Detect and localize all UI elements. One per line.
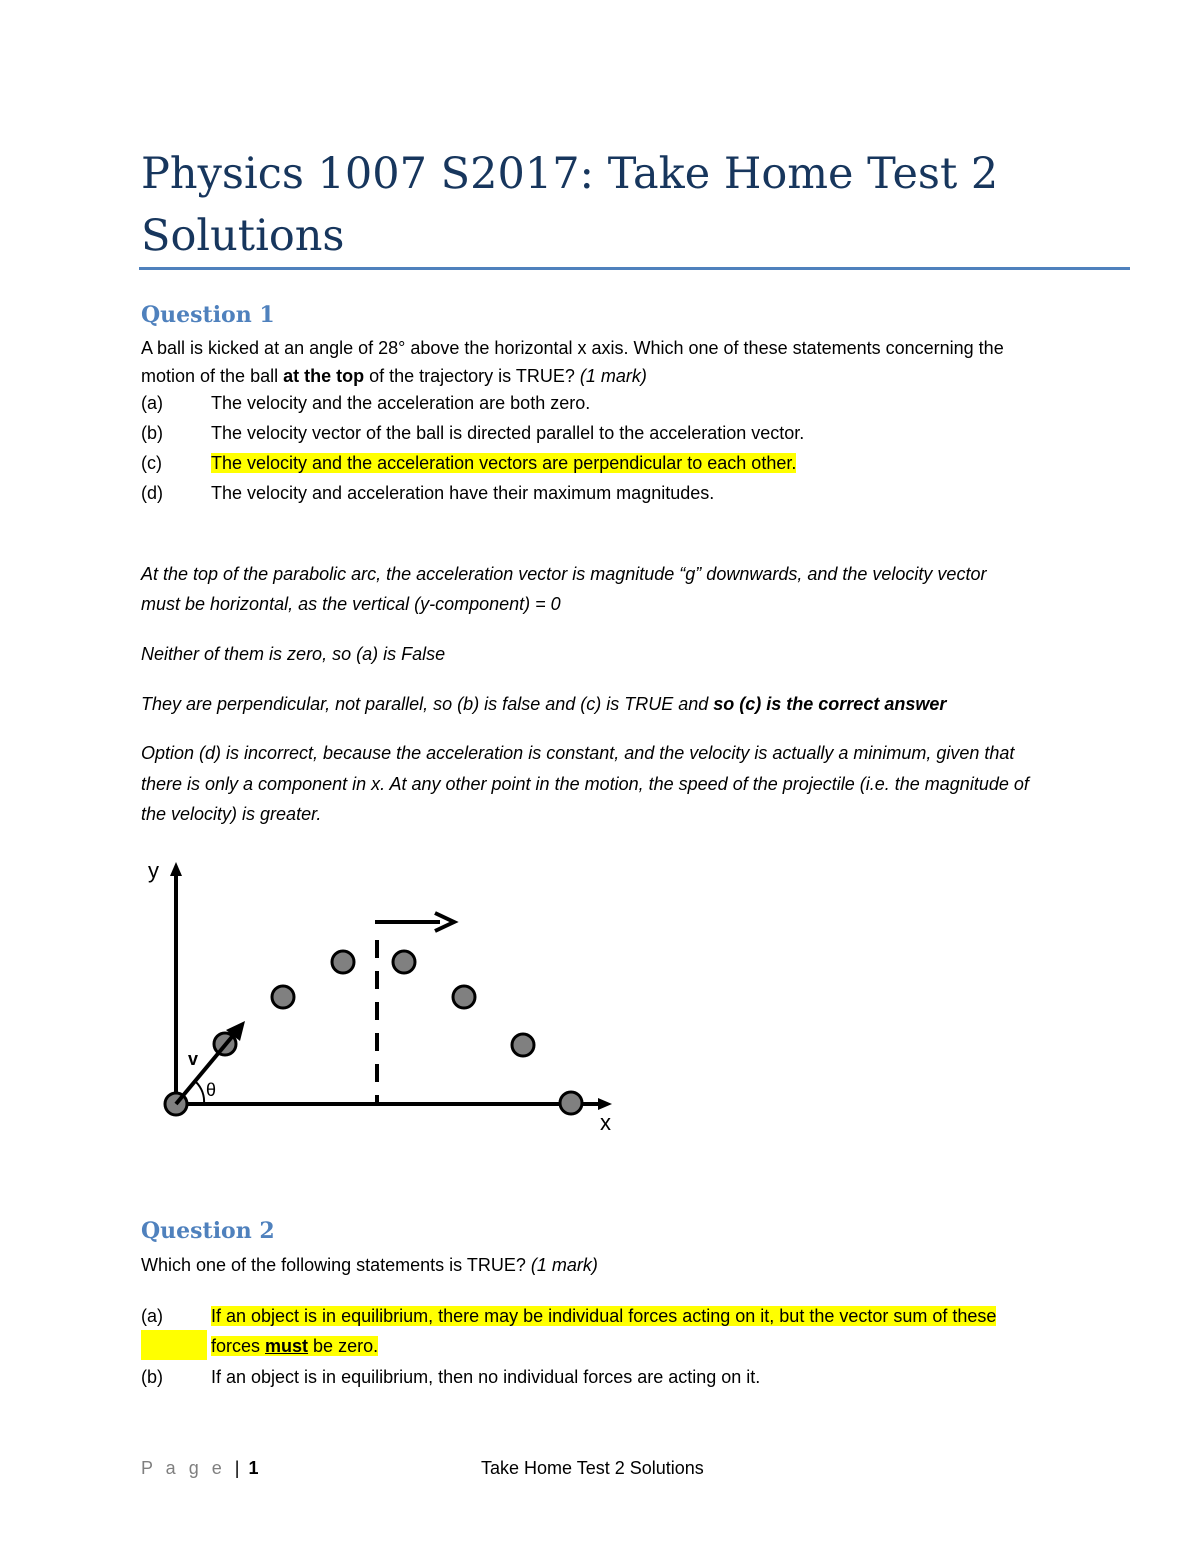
explanation-line-2: must be horizontal, as the vertical (y-component) = 0 [141, 594, 561, 614]
question-1-stem-line2 [141, 361, 1131, 391]
question-1-heading: Question 1 [141, 302, 275, 328]
velocity-label: v [188, 1049, 199, 1069]
ball [272, 986, 294, 1008]
must-emphasis: must [265, 1336, 309, 1356]
ball-apex [393, 951, 415, 973]
ball [512, 1034, 534, 1056]
text: be zero. [308, 1336, 379, 1356]
highlight-fill [141, 1330, 207, 1360]
option-text: The velocity and the acceleration are both zero. [211, 393, 591, 413]
theta-label: θ [206, 1080, 217, 1100]
question-2-heading: Question 2 [141, 1218, 275, 1244]
ball-landing [560, 1092, 582, 1114]
option-label: (b) [141, 423, 163, 443]
option-text-highlighted: If an object is in equilibrium, there may be individual forces acting on it, but the vector sum of these [211, 1306, 997, 1326]
explanation-line-1: At the top of the parabolic arc, the acceleration vector is magnitude “g” downwards, and the velocity vector [141, 564, 987, 584]
option-text: The velocity vector of the ball is directed parallel to the acceleration vector. [211, 423, 805, 443]
option-text: If an object is in equilibrium, then no individual forces are acting on it. [211, 1367, 761, 1387]
text: forces [211, 1336, 266, 1356]
explanation-text: They are perpendicular, not parallel, so (b) is false and (c) is TRUE and [141, 694, 714, 714]
explanation-line-4 [141, 689, 1131, 719]
question-1-stem: A ball is kicked at an angle of 28° above the horizontal x axis. Which one of these statements concerning the [141, 338, 1004, 358]
footer-doc-title: Take Home Test 2 Solutions [481, 1458, 704, 1478]
ball [453, 986, 475, 1008]
correct-answer-note: so (c) is the correct answer [713, 694, 947, 714]
stem-text-post: of the trajectory is TRUE? [364, 366, 580, 386]
option-text: The velocity and acceleration have their maximum magnitudes. [211, 483, 715, 503]
ball [332, 951, 354, 973]
marks-note: (1 mark) [579, 366, 647, 386]
option-text-highlighted: The velocity and the acceleration vectors are perpendicular to each other. [211, 453, 797, 473]
stem-text: motion of the ball [141, 366, 284, 386]
y-axis-arrowhead [170, 862, 182, 876]
option-label: (a) [141, 393, 163, 413]
option-text-wrap [211, 448, 1111, 478]
option-text-highlighted [211, 1336, 378, 1356]
stem-emphasis: at the top [283, 366, 365, 386]
explanation-line-7: the velocity) is greater. [141, 804, 322, 824]
title-underline [139, 267, 1130, 270]
document-title: Physics 1007 S2017: Take Home Test 2 Solutions [141, 149, 999, 261]
angle-arc [196, 1082, 204, 1104]
x-axis-label: x [600, 1110, 611, 1135]
page-number: 1 [248, 1458, 259, 1478]
page-word: P a g e [141, 1458, 226, 1478]
option-label: (c) [141, 453, 162, 473]
option-label: (d) [141, 483, 163, 503]
option-label: (a) [141, 1306, 163, 1326]
explanation-line-6: there is only a component in x. At any other point in the motion, the speed of the projectile (i.e. the magnitude of [141, 774, 1029, 794]
x-axis-arrowhead [598, 1098, 612, 1110]
question-2-stem [141, 1250, 1131, 1280]
option-text-line2-wrap [211, 1331, 1111, 1361]
option-text-line1-wrap [211, 1301, 1111, 1331]
footer-page-number [141, 1458, 258, 1479]
explanation-line-3: Neither of them is zero, so (a) is False [141, 644, 446, 664]
stem-text: Which one of the following statements is TRUE? [141, 1255, 531, 1275]
separator: | [234, 1458, 240, 1478]
projectile-diagram [130, 850, 630, 1140]
explanation-line-5: Option (d) is incorrect, because the acceleration is constant, and the velocity is actually a minimum, given that [141, 743, 1015, 763]
option-label: (b) [141, 1367, 163, 1387]
marks-note: (1 mark) [530, 1255, 598, 1275]
y-axis-label: y [148, 858, 159, 883]
